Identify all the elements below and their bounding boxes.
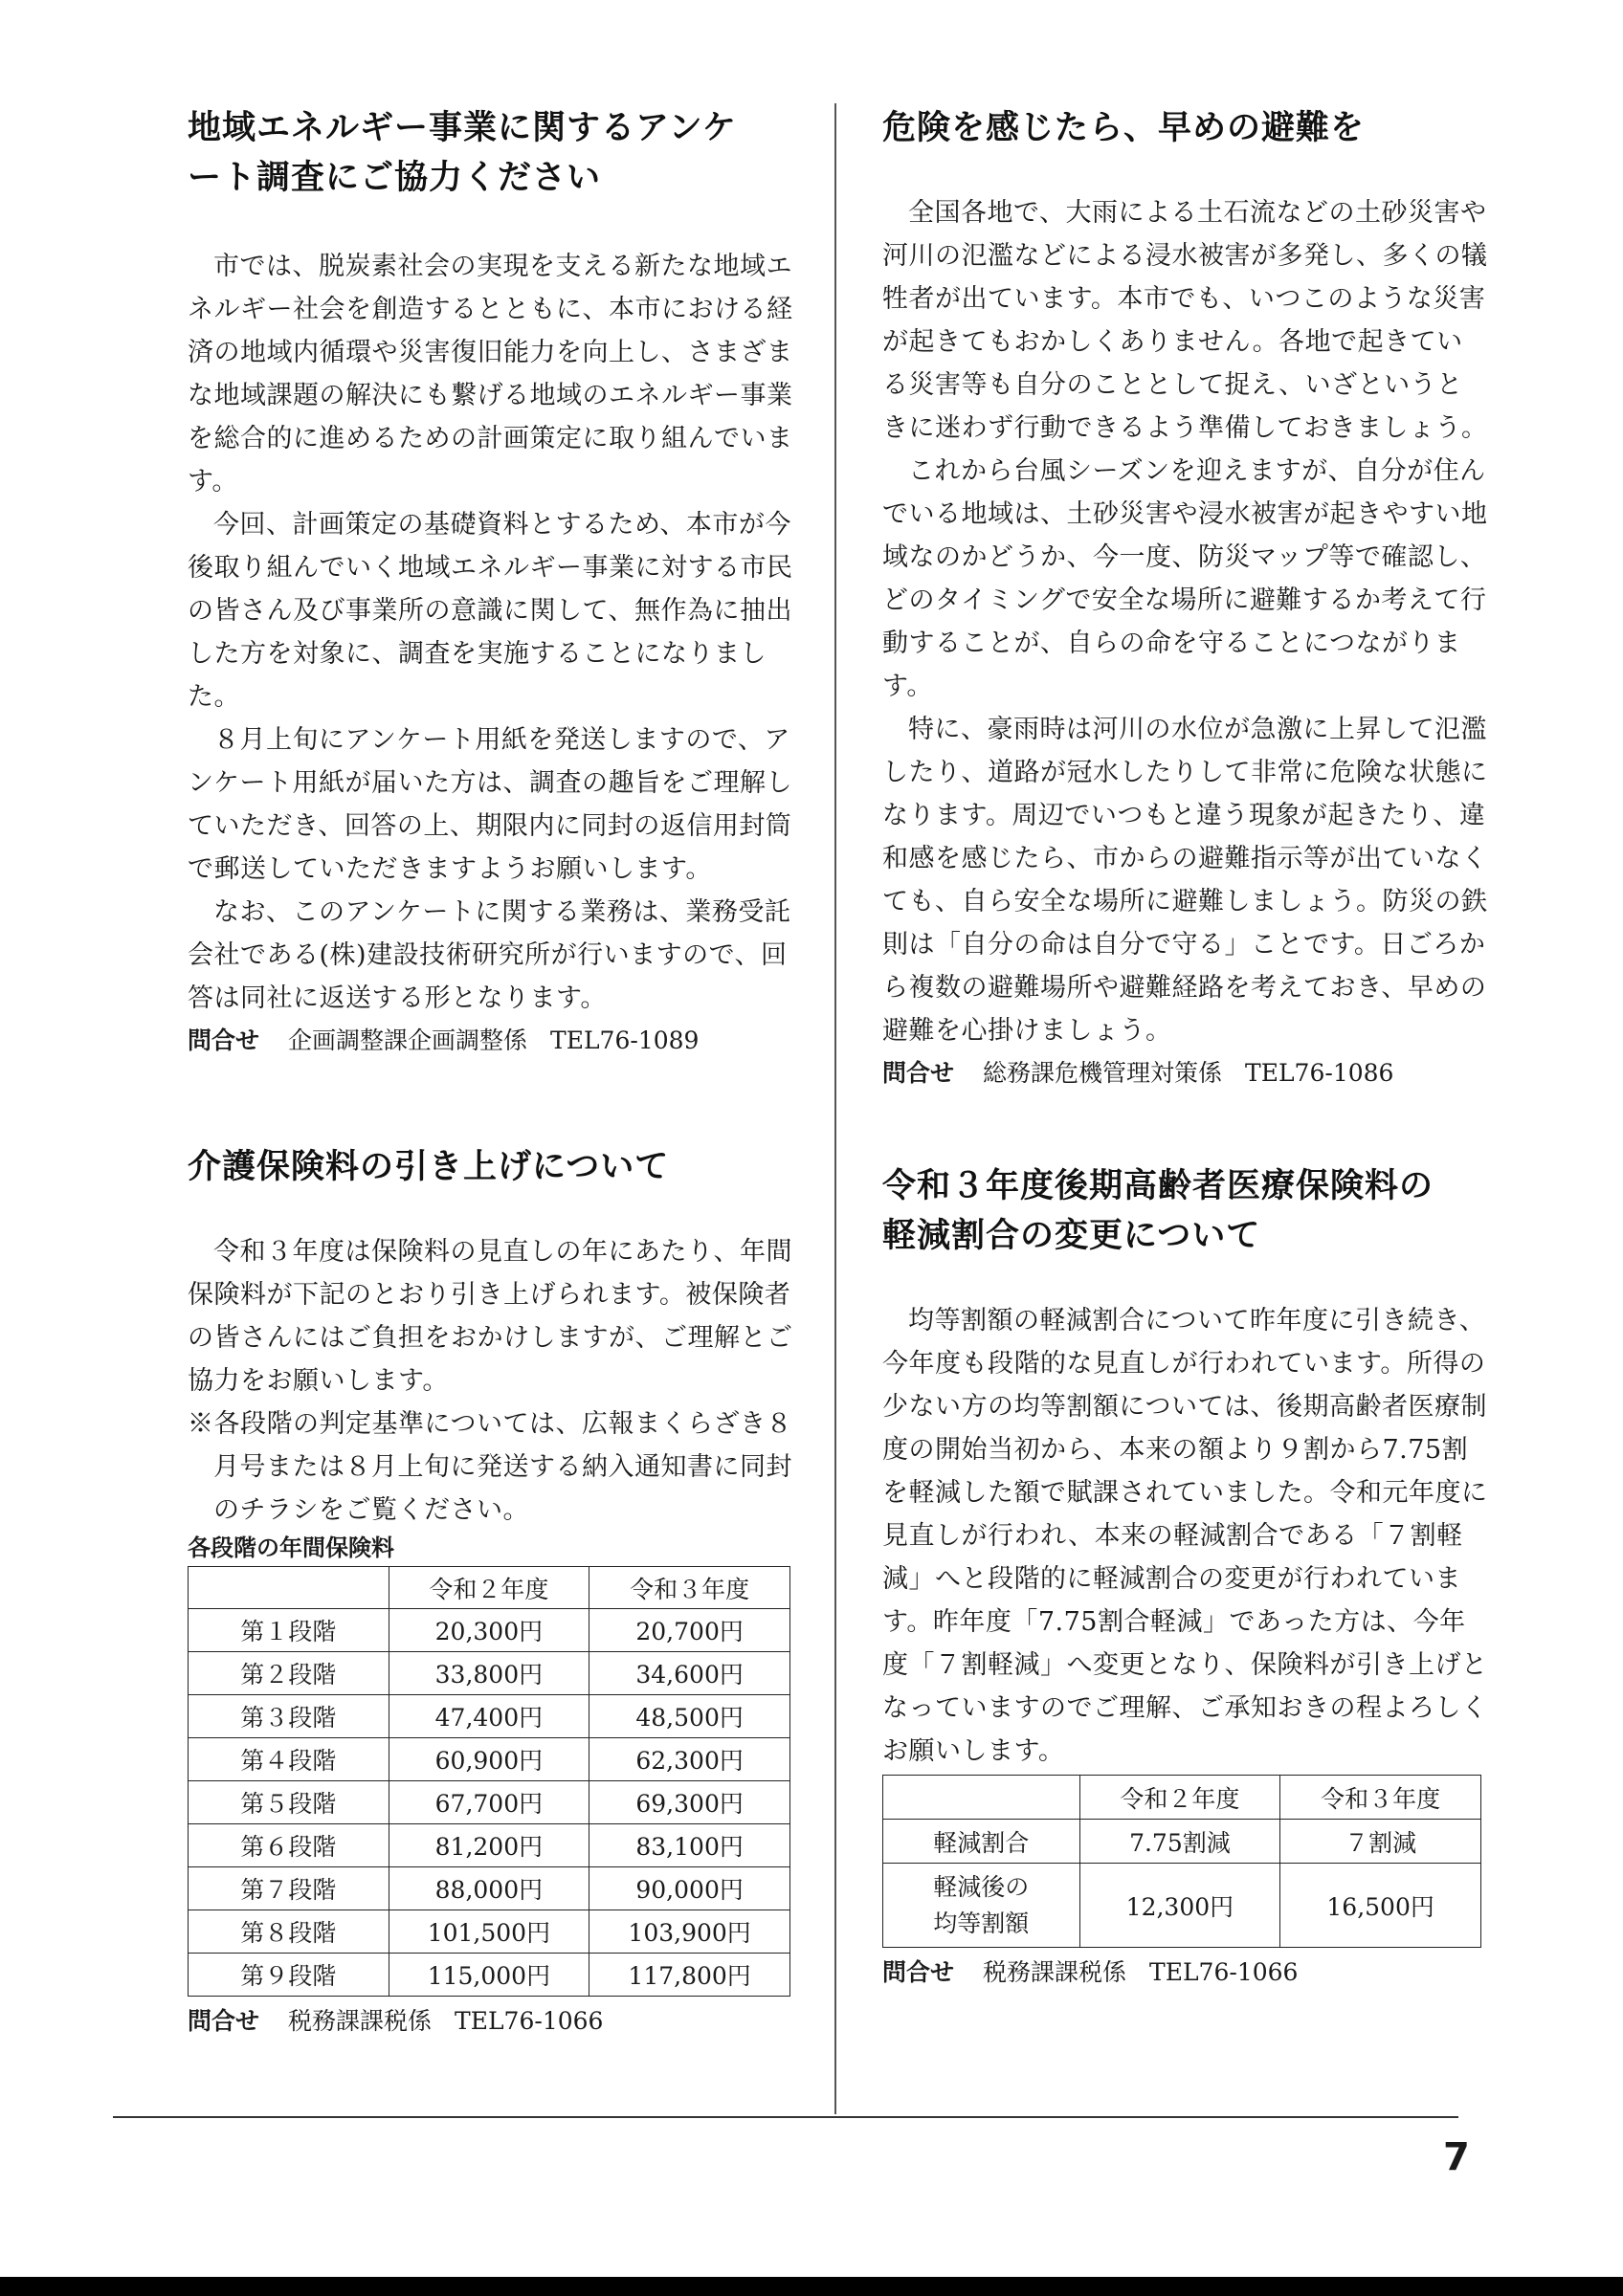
footer-rule [113, 2116, 1458, 2118]
energy-paragraph-2: 今回、計画策定の基礎資料とするため、本市が今後取り組んでいく地域エネルギー事業に対する市民の皆さん及び事業所の意識に関して、無作為に抽出した方を対象に、調査を実施することになりました。 [188, 510, 793, 712]
contact-department: 税務課課税係 [983, 1958, 1127, 1986]
table-header-row [189, 1567, 790, 1609]
contact-phone: TEL76-1086 [1245, 1059, 1394, 1087]
cell-r3: 20,700円 [589, 1609, 790, 1652]
cell-r3: 117,800円 [589, 1954, 790, 1997]
table-row [189, 1609, 790, 1652]
row-label: 第２段階 [189, 1652, 389, 1695]
scan-edge-bar [0, 2277, 1623, 2296]
energy-title-line-2: ート調査にご協力ください [188, 159, 602, 197]
table-header-empty [883, 1776, 1080, 1820]
care-contact [188, 2000, 810, 2042]
row-label: 軽減割合 [883, 1820, 1080, 1864]
table-header-empty [189, 1567, 389, 1609]
elderly-title-line-2: 軽減割合の変更について [882, 1217, 1261, 1255]
cell-r3: 34,600円 [589, 1652, 790, 1695]
care-paragraph-1: 令和３年度は保険料の見直しの年にあたり、年間保険料が下記のとおり引き上げられます。被保険者の皆さんにはご負担をおかけしますが、ご理解とご協力をお願いします。 [188, 1237, 793, 1396]
cell-r3: 103,900円 [589, 1910, 790, 1954]
row-label: 第８段階 [189, 1910, 389, 1954]
table-header-r2: 令和２年度 [1079, 1776, 1280, 1820]
contact-phone: TEL76-1066 [1149, 1958, 1299, 1986]
contact-label: 問合せ [882, 1958, 955, 1986]
disaster-paragraph-3: 特に、豪雨時は河川の水位が急激に上昇して氾濫したり、道路が冠水したりして非常に危険な状態になります。周辺でいつもと違う現象が起きたり、違和感を感じたら、市からの避難指示等が出ていなくても、自ら安全な場所に避難しましょう。防災の鉄則は「自分の命は自分で守る」ことです。日ごろから複数の避難場所や避難経路を考えておき、早めの避難を心掛けましょう。 [882, 715, 1488, 1046]
care-table-caption: 各段階の年間保険料 [188, 1534, 394, 1561]
row-label: 第４段階 [189, 1738, 389, 1781]
table-row [883, 1864, 1481, 1948]
table-row [189, 1910, 790, 1954]
cell-r2: 12,300円 [1079, 1864, 1280, 1948]
table-header-r3: 令和３年度 [589, 1567, 790, 1609]
elderly-insurance-article [882, 1161, 1489, 1994]
cell-r2: 88,000円 [389, 1867, 589, 1910]
table-header-row [883, 1776, 1481, 1820]
table-row [189, 1781, 790, 1824]
cell-r2: 60,900円 [389, 1738, 589, 1781]
table-row [189, 1695, 790, 1738]
contact-phone: TEL76-1066 [455, 2007, 604, 2035]
disaster-title: 危険を感じたら、早めの避難を [882, 109, 1366, 147]
disaster-contact [882, 1052, 1489, 1094]
column-divider [834, 103, 836, 2114]
cell-r3: 90,000円 [589, 1867, 790, 1910]
cell-r2: 67,700円 [389, 1781, 589, 1824]
table-header-r2: 令和２年度 [389, 1567, 589, 1609]
elderly-reduction-table [882, 1775, 1481, 1948]
disaster-paragraph-1: 全国各地で、大雨による土石流などの土砂災害や河川の氾濫などによる浸水被害が多発し、多くの犠牲者が出ています。本市でも、いつこのような災害が起きてもおかしくありません。各地で起きている災害等も自分のこととして捉え、いざというときに迷わず行動できるよう準備しておきましょう。 [882, 198, 1488, 443]
energy-paragraph-4: なお、このアンケートに関する業務は、業務受託会社である(株)建設技術研究所が行いますので、回答は同社に返送する形となります。 [188, 897, 791, 1013]
elderly-body [882, 1299, 1489, 1773]
cell-r3: 83,100円 [589, 1824, 790, 1867]
cell-r3: 62,300円 [589, 1738, 790, 1781]
row-label: 第３段階 [189, 1695, 389, 1738]
cell-r3: 69,300円 [589, 1781, 790, 1824]
page-number: 7 [1443, 2135, 1470, 2179]
elderly-title [882, 1161, 1489, 1261]
care-note: ※各段階の判定基準については、広報まくらざき８月号または８月上旬に発送する納入通知書に同封のチラシをご覧ください。 [188, 1409, 792, 1525]
row-label: 第１段階 [189, 1609, 389, 1652]
right-column [882, 103, 1489, 1994]
row-label-line-1: 軽減後の [933, 1872, 1030, 1901]
cell-r2: 81,200円 [389, 1824, 589, 1867]
cell-r3: ７割減 [1280, 1820, 1481, 1864]
table-header-r3: 令和３年度 [1280, 1776, 1481, 1820]
contact-department: 企画調整課企画調整係 [288, 1027, 528, 1054]
disaster-paragraph-2: これから台風シーズンを迎えますが、自分が住んでいる地域は、土砂災害や浸水被害が起きやすい地域なのかどうか、今一度、防災マップ等で確認し、どのタイミングで安全な場所に避難するか考えて行動することが、自らの命を守ることにつながります。 [882, 456, 1488, 701]
energy-contact [188, 1020, 810, 1062]
row-label: 第６段階 [189, 1824, 389, 1867]
care-insurance-article [188, 1142, 810, 2042]
cell-r2: 47,400円 [389, 1695, 589, 1738]
cell-r2: 115,000円 [389, 1954, 589, 1997]
row-label-line-2: 均等割額 [933, 1909, 1030, 1937]
contact-department: 総務課危機管理対策係 [983, 1059, 1223, 1087]
contact-department: 税務課課税係 [288, 2007, 433, 2035]
care-insurance-body [188, 1230, 810, 1532]
table-row [189, 1738, 790, 1781]
row-label [883, 1864, 1080, 1948]
disaster-evacuation-article [882, 103, 1489, 1094]
row-label: 第９段階 [189, 1954, 389, 1997]
energy-survey-body [188, 245, 810, 1020]
table-row [189, 1652, 790, 1695]
contact-label: 問合せ [882, 1059, 955, 1087]
table-row [189, 1867, 790, 1910]
cell-r2: 101,500円 [389, 1910, 589, 1954]
row-label: 第５段階 [189, 1781, 389, 1824]
energy-survey-article [188, 103, 810, 1062]
table-row [883, 1820, 1481, 1864]
energy-paragraph-3: ８月上旬にアンケート用紙を発送しますので、アンケート用紙が届いた方は、調査の趣旨をご理解していただき、回答の上、期限内に同封の返信用封筒で郵送していただきますようお願いします。 [188, 725, 792, 884]
care-insurance-title: 介護保険料の引き上げについて [188, 1148, 670, 1186]
table-row [189, 1954, 790, 1997]
disaster-body [882, 191, 1489, 1052]
elderly-paragraph-1: 均等割額の軽減割合について昨年度に引き続き、今年度も段階的な見直しが行われています。所得の少ない方の均等割額については、後期高齢者医療制度の開始当初から、本来の額より９割から7.75割を軽減した額で賦課されていました。令和元年度に見直しが行われ、本来の軽減割合である「７割軽減」へと段階的に軽減割合の変更が行われています。昨年度「7.75割合軽減」であった方は、今年度「７割軽減」へ変更となり、保険料が引き上げとなっていますのでご理解、ご承知おきの程よろしくお願いします。 [882, 1306, 1488, 1766]
cell-r3: 48,500円 [589, 1695, 790, 1738]
contact-label: 問合せ [188, 2007, 260, 2035]
elderly-contact [882, 1952, 1489, 1994]
energy-paragraph-1: 市では、脱炭素社会の実現を支える新たな地域エネルギー社会を創造するとともに、本市における経済の地域内循環や災害復旧能力を向上し、さまざまな地域課題の解決にも繋げる地域のエネルギー事業を総合的に進めるための計画策定に取り組んでいます。 [188, 252, 793, 497]
cell-r3: 16,500円 [1280, 1864, 1481, 1948]
elderly-title-line-1: 令和３年度後期高齢者医療保険料の [882, 1167, 1434, 1205]
table-row [189, 1824, 790, 1867]
energy-title-line-1: 地域エネルギー事業に関するアンケ [188, 109, 737, 147]
left-column [188, 103, 810, 2042]
cell-r2: 33,800円 [389, 1652, 589, 1695]
contact-phone: TEL76-1089 [550, 1027, 700, 1054]
cell-r2: 7.75割減 [1079, 1820, 1280, 1864]
care-premium-table [188, 1566, 790, 1997]
energy-survey-title [188, 103, 810, 203]
cell-r2: 20,300円 [389, 1609, 589, 1652]
row-label: 第７段階 [189, 1867, 389, 1910]
contact-label: 問合せ [188, 1027, 260, 1054]
